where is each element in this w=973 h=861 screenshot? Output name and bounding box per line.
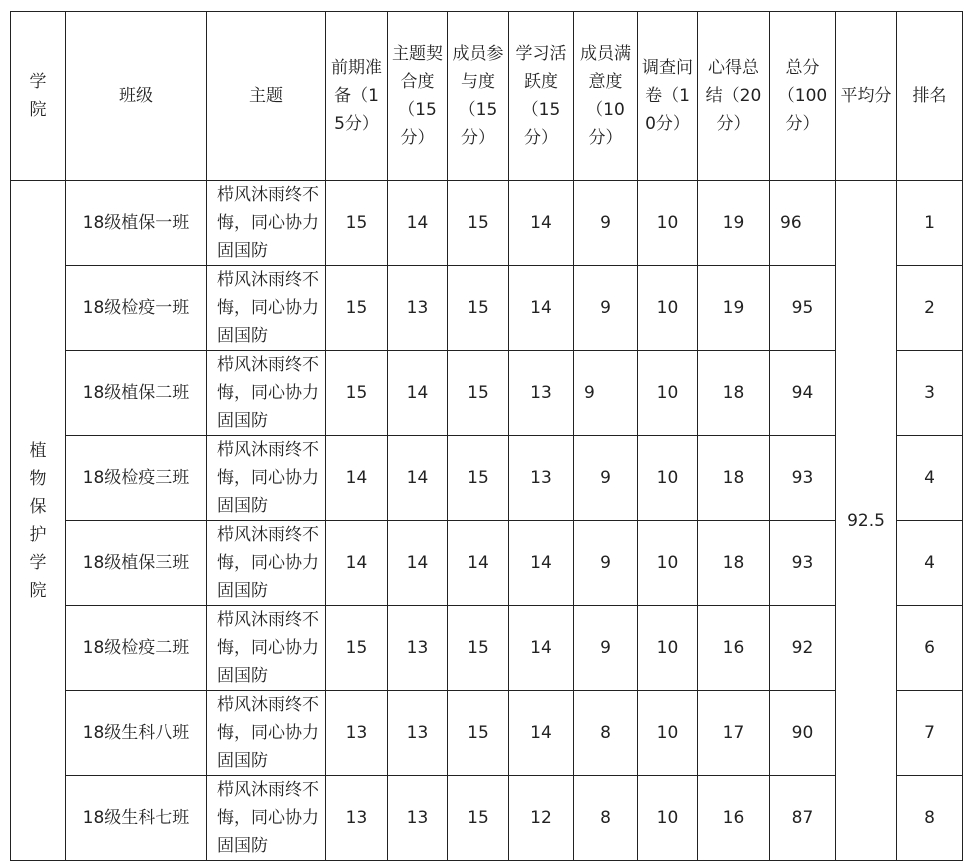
satisfaction-cell: 9 — [574, 181, 638, 266]
summary-cell: 17 — [698, 691, 770, 776]
total-cell: 93 — [770, 521, 836, 606]
total-cell: 94 — [770, 351, 836, 436]
theme-cell: 栉风沐雨终不悔，同心协力固国防 — [207, 691, 326, 776]
theme-cell: 栉风沐雨终不悔，同心协力固国防 — [207, 606, 326, 691]
fit-cell: 13 — [388, 691, 448, 776]
satisfaction-cell: 9 — [574, 521, 638, 606]
survey-cell: 10 — [638, 181, 698, 266]
survey-cell: 10 — [638, 606, 698, 691]
header-row — [11, 12, 963, 181]
activity-cell: 14 — [509, 606, 574, 691]
satisfaction-cell: 8 — [574, 776, 638, 861]
fit-cell: 13 — [388, 606, 448, 691]
prep-cell: 15 — [326, 266, 388, 351]
participation-cell: 15 — [448, 181, 509, 266]
table-row — [11, 691, 963, 776]
fit-cell: 14 — [388, 521, 448, 606]
summary-cell: 16 — [698, 606, 770, 691]
fit-cell: 13 — [388, 776, 448, 861]
class-cell: 18级检疫三班 — [66, 436, 207, 521]
fit-cell: 14 — [388, 181, 448, 266]
fit-cell: 14 — [388, 436, 448, 521]
table-row — [11, 436, 963, 521]
survey-cell: 10 — [638, 691, 698, 776]
table-row — [11, 351, 963, 436]
satisfaction-cell: 9 — [574, 266, 638, 351]
theme-cell: 栉风沐雨终不悔，同心协力固国防 — [207, 181, 326, 266]
participation-cell: 15 — [448, 776, 509, 861]
class-cell: 18级植保一班 — [66, 181, 207, 266]
activity-cell: 14 — [509, 181, 574, 266]
activity-cell: 14 — [509, 691, 574, 776]
theme-cell: 栉风沐雨终不悔，同心协力固国防 — [207, 436, 326, 521]
header-fit: 主题契合度（15分） — [388, 12, 448, 181]
class-cell: 18级检疫一班 — [66, 266, 207, 351]
survey-cell: 10 — [638, 351, 698, 436]
total-cell: 95 — [770, 266, 836, 351]
theme-cell: 栉风沐雨终不悔，同心协力固国防 — [207, 521, 326, 606]
summary-cell: 16 — [698, 776, 770, 861]
participation-cell: 15 — [448, 266, 509, 351]
theme-cell: 栉风沐雨终不悔，同心协力固国防 — [207, 776, 326, 861]
header-class: 班级 — [66, 12, 207, 181]
survey-cell: 10 — [638, 776, 698, 861]
theme-cell: 栉风沐雨终不悔，同心协力固国防 — [207, 266, 326, 351]
college-cell: 植物保护学院 — [11, 181, 66, 861]
total-cell: 96 — [770, 181, 836, 266]
activity-cell: 12 — [509, 776, 574, 861]
header-satisfaction: 成员满意度（10分） — [574, 12, 638, 181]
participation-cell: 15 — [448, 351, 509, 436]
class-cell: 18级生科八班 — [66, 691, 207, 776]
rank-cell: 3 — [897, 351, 963, 436]
satisfaction-cell: 9 — [574, 606, 638, 691]
average-cell: 92.5 — [836, 181, 897, 861]
summary-cell: 18 — [698, 521, 770, 606]
summary-cell: 19 — [698, 266, 770, 351]
summary-cell: 19 — [698, 181, 770, 266]
table-row — [11, 606, 963, 691]
prep-cell: 15 — [326, 606, 388, 691]
activity-cell: 13 — [509, 351, 574, 436]
survey-cell: 10 — [638, 436, 698, 521]
rank-cell: 8 — [897, 776, 963, 861]
participation-cell: 15 — [448, 436, 509, 521]
total-cell: 93 — [770, 436, 836, 521]
header-participation: 成员参与度（15分） — [448, 12, 509, 181]
total-cell: 87 — [770, 776, 836, 861]
rank-cell: 1 — [897, 181, 963, 266]
rank-cell: 4 — [897, 436, 963, 521]
participation-cell: 15 — [448, 691, 509, 776]
activity-cell: 14 — [509, 266, 574, 351]
class-cell: 18级生科七班 — [66, 776, 207, 861]
participation-cell: 14 — [448, 521, 509, 606]
table-row — [11, 266, 963, 351]
survey-cell: 10 — [638, 266, 698, 351]
table-row — [11, 181, 963, 266]
rank-cell: 2 — [897, 266, 963, 351]
header-theme: 主题 — [207, 12, 326, 181]
prep-cell: 14 — [326, 521, 388, 606]
prep-cell: 13 — [326, 776, 388, 861]
participation-cell: 15 — [448, 606, 509, 691]
class-cell: 18级植保三班 — [66, 521, 207, 606]
satisfaction-cell: 9 — [574, 351, 638, 436]
score-table — [10, 11, 963, 861]
survey-cell: 10 — [638, 521, 698, 606]
satisfaction-cell: 9 — [574, 436, 638, 521]
header-average: 平均分 — [836, 12, 897, 181]
activity-cell: 14 — [509, 521, 574, 606]
header-prep: 前期准备（15分） — [326, 12, 388, 181]
total-cell: 90 — [770, 691, 836, 776]
rank-cell: 6 — [897, 606, 963, 691]
prep-cell: 13 — [326, 691, 388, 776]
header-activity: 学习活跃度（15分） — [509, 12, 574, 181]
header-total: 总分（100分） — [770, 12, 836, 181]
header-college: 学院 — [11, 12, 66, 181]
fit-cell: 14 — [388, 351, 448, 436]
class-cell: 18级检疫二班 — [66, 606, 207, 691]
header-rank: 排名 — [897, 12, 963, 181]
prep-cell: 14 — [326, 436, 388, 521]
fit-cell: 13 — [388, 266, 448, 351]
header-survey: 调查问卷（10分） — [638, 12, 698, 181]
theme-cell: 栉风沐雨终不悔，同心协力固国防 — [207, 351, 326, 436]
rank-cell: 7 — [897, 691, 963, 776]
table-row — [11, 776, 963, 861]
total-cell: 92 — [770, 606, 836, 691]
rank-cell: 4 — [897, 521, 963, 606]
summary-cell: 18 — [698, 436, 770, 521]
prep-cell: 15 — [326, 181, 388, 266]
prep-cell: 15 — [326, 351, 388, 436]
activity-cell: 13 — [509, 436, 574, 521]
header-summary: 心得总结（20分） — [698, 12, 770, 181]
class-cell: 18级植保二班 — [66, 351, 207, 436]
table-row — [11, 521, 963, 606]
satisfaction-cell: 8 — [574, 691, 638, 776]
summary-cell: 18 — [698, 351, 770, 436]
